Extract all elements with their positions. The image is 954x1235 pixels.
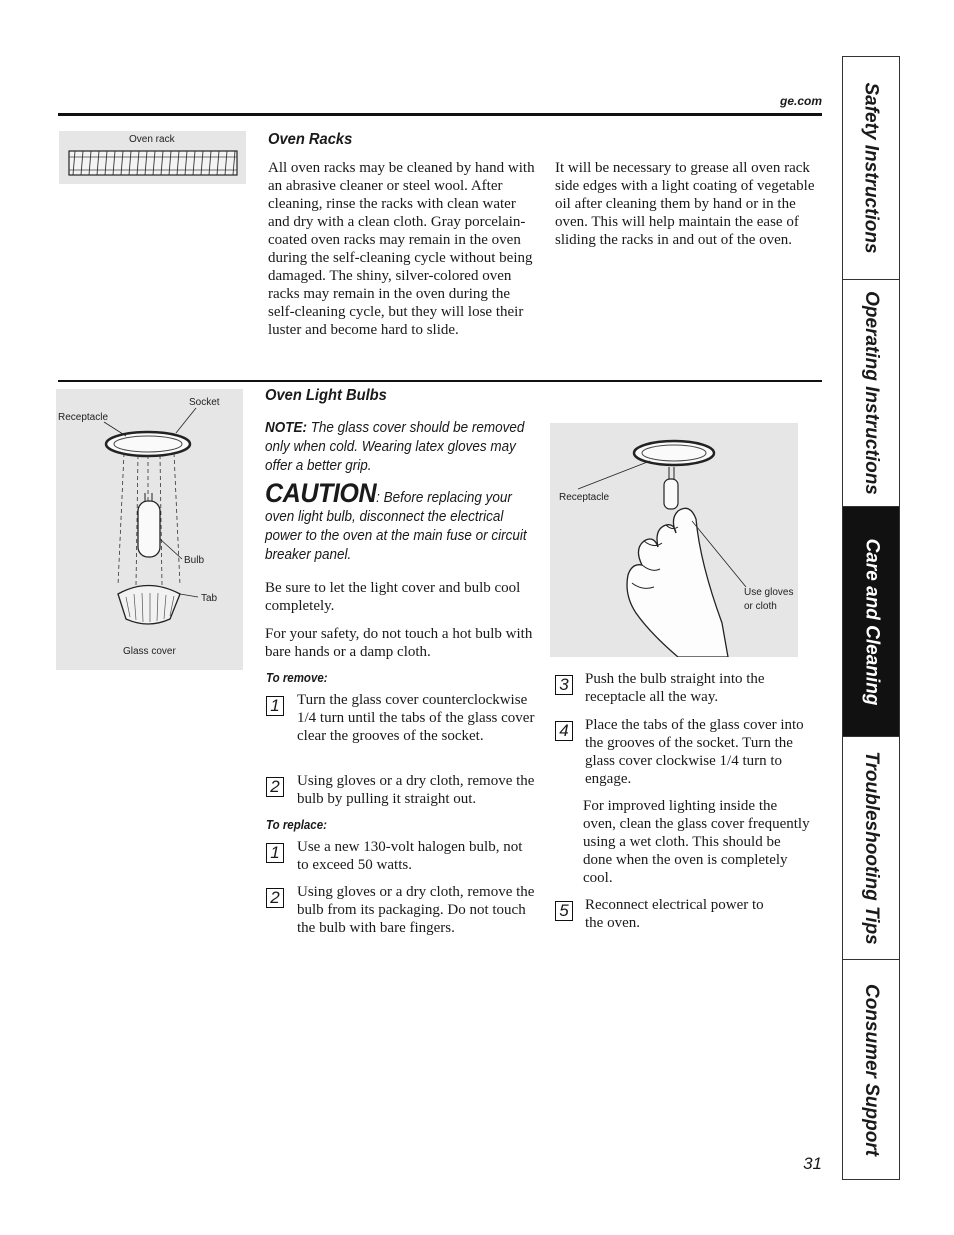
replace-step-2-number: 2 xyxy=(266,888,284,908)
hand-receptacle-label: Receptacle xyxy=(559,492,610,503)
page-number: 31 xyxy=(803,1154,822,1173)
replace-step-1-number: 1 xyxy=(266,843,284,863)
section-divider xyxy=(58,380,822,382)
socket-label: Socket xyxy=(189,397,220,408)
tab-label: Tab xyxy=(201,593,218,604)
remove-heading: To remove: xyxy=(266,671,328,685)
oven-racks-title: Oven Racks xyxy=(268,131,353,148)
site-url[interactable]: ge.com xyxy=(779,94,822,108)
hand-bulb-illustration xyxy=(550,423,798,657)
remove-step-1-text: Turn the glass cover counterclockwise 1/4 turn until the tabs of the glass cover clear the grooves of the socket. xyxy=(297,692,535,744)
step-5-number: 5 xyxy=(555,901,573,921)
remove-step-2-number: 2 xyxy=(266,777,284,797)
safety-paragraph: For your safety, do not touch a hot bulb with bare hands or a damp cloth. xyxy=(265,626,533,660)
oven-rack-illustration xyxy=(65,146,241,180)
tab-operating-instructions-label: Operating Instructions xyxy=(861,291,882,495)
caution-label: CAUTION xyxy=(265,478,377,508)
step-4-number: 4 xyxy=(555,721,573,741)
receptacle-label: Receptacle xyxy=(58,412,109,423)
tab-operating-instructions[interactable] xyxy=(843,280,899,507)
tab-safety-instructions[interactable] xyxy=(843,57,899,280)
caution-block xyxy=(265,478,530,565)
oven-rack-label: Oven rack xyxy=(129,134,175,145)
tab-consumer-support-label: Consumer Support xyxy=(861,983,882,1156)
cool-paragraph: Be sure to let the light cover and bulb cool completely. xyxy=(265,580,521,614)
tab-troubleshooting-tips-label: Troubleshooting Tips xyxy=(861,751,882,945)
step-3-text: Push the bulb straight into the receptacle all the way. xyxy=(585,671,765,705)
tab-safety-instructions-label: Safety Instructions xyxy=(861,82,883,254)
note-body: The glass cover should be removed only when cold. Wearing latex gloves may offer a better grip. xyxy=(265,420,525,474)
replace-step-1-text: Use a new 130-volt halogen bulb, not to exceed 50 watts. xyxy=(297,839,523,873)
glass-cover-label: Glass cover xyxy=(123,646,176,657)
oven-racks-paragraph-1: All oven racks may be cleaned by hand with an abrasive cleaner or steel wool. After cleaning, rinse the racks with clean water and dry with a clean cloth. Gray porcelain-coated oven racks may remain in the oven during the self-cleaning cycle without being damaged. The shiny, silver-colored oven racks may remain in the oven during the self-cleaning cycle, but they will lose their luster and become hard to slide. xyxy=(268,160,535,338)
caution-body: : Before replacing your oven light bulb, disconnect the electrical power to the oven at the main fuse or circuit breaker panel. xyxy=(265,490,527,563)
step-4-text: Place the tabs of the glass cover into the grooves of the socket. Turn the glass cover clockwise 1/4 turn to engage. xyxy=(585,717,804,787)
oven-racks-paragraph-2: It will be necessary to grease all oven rack side edges with a light coating of vegetable oil after cleaning them by hand or in the oven. This will help maintain the ease of sliding the racks in and out of the oven. xyxy=(555,160,815,248)
section-tabs xyxy=(842,56,900,1180)
use-gloves-label: Use gloves or cloth xyxy=(744,587,794,612)
tab-care-and-cleaning-label: Care and Cleaning xyxy=(861,538,883,705)
oven-rack-figure xyxy=(59,131,246,184)
light-bulbs-title: Oven Light Bulbs xyxy=(265,387,387,404)
tab-troubleshooting-tips[interactable] xyxy=(843,737,899,960)
step-5-text: Reconnect electrical power to the oven. xyxy=(585,897,764,931)
bulb-assembly-illustration xyxy=(56,389,243,670)
bulb-label: Bulb xyxy=(184,555,205,566)
note-text xyxy=(265,419,530,476)
replace-step-2-text: Using gloves or a dry cloth, remove the bulb from its packaging. Do not touch the bulb with bare fingers. xyxy=(297,884,535,936)
replace-heading: To replace: xyxy=(266,818,327,832)
remove-step-1-number: 1 xyxy=(266,696,284,716)
note-label: NOTE: xyxy=(265,420,307,436)
bulb-assembly-figure xyxy=(56,389,243,670)
tab-consumer-support[interactable] xyxy=(843,960,899,1179)
tab-care-and-cleaning[interactable] xyxy=(843,507,899,737)
improved-lighting-paragraph: For improved lighting inside the oven, clean the glass cover frequently using a wet cloth. This should be done when the oven is completely cool. xyxy=(583,798,810,886)
remove-step-2-text: Using gloves or a dry cloth, remove the bulb by pulling it straight out. xyxy=(297,773,535,807)
hand-bulb-figure xyxy=(550,423,798,657)
header-rule xyxy=(58,113,822,116)
step-3-number: 3 xyxy=(555,675,573,695)
